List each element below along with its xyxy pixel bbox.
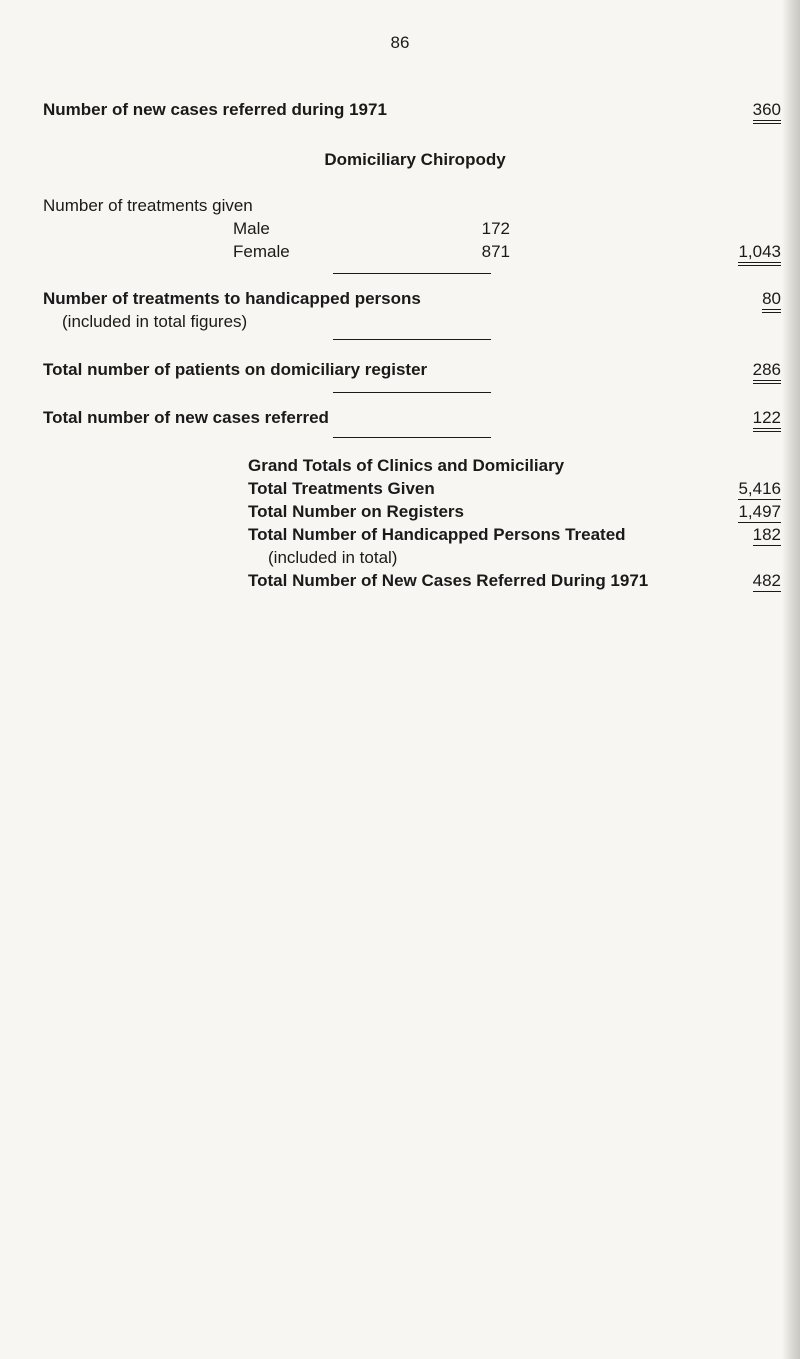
section-divider [333, 437, 491, 438]
treatments-total-cell [700, 242, 781, 262]
section-divider [333, 273, 491, 274]
total-new-cases-label: Total Number of New Cases Referred During 1971 [248, 571, 649, 590]
new-cases-clinics-value-cell [700, 100, 781, 120]
new-cases-clinics-label: Number of new cases referred during 1971 [43, 100, 387, 119]
handicapped-label: Number of treatments to handicapped persons [43, 289, 421, 308]
total-handicapped-note: (included in total) [268, 548, 398, 567]
new-cases-clinics-value: 360 [753, 100, 781, 124]
register-value: 286 [753, 360, 781, 384]
section-divider [333, 392, 491, 393]
page-number: 86 [390, 33, 410, 52]
handicapped-note: (included in total figures) [62, 312, 248, 331]
treatments-given-label: Number of treatments given [43, 196, 253, 215]
section-divider [333, 339, 491, 340]
handicapped-value: 80 [762, 289, 781, 313]
new-cases-domiciliary-cell [700, 408, 781, 428]
total-treatments-label: Total Treatments Given [248, 479, 435, 498]
female-label: Female [233, 242, 290, 261]
domiciliary-heading: Domiciliary Chiropody [324, 150, 506, 169]
register-label: Total number of patients on domiciliary register [43, 360, 428, 379]
total-registers-value: 1,497 [738, 502, 781, 521]
total-handicapped-cell [700, 525, 781, 545]
new-cases-domiciliary-value: 122 [753, 408, 781, 432]
total-registers-cell [700, 502, 781, 522]
handicapped-value-cell [700, 289, 781, 309]
total-handicapped-label: Total Number of Handicapped Persons Treated [248, 525, 626, 544]
grand-totals-heading: Grand Totals of Clinics and Domiciliary [248, 456, 565, 475]
female-value: 871 [481, 242, 510, 261]
register-value-cell [700, 360, 781, 380]
total-handicapped-value: 182 [752, 525, 781, 544]
total-new-cases-cell [700, 571, 781, 591]
total-treatments-value: 5,416 [738, 479, 781, 498]
male-label: Male [233, 219, 270, 238]
total-treatments-cell [700, 479, 781, 499]
new-cases-domiciliary-label: Total number of new cases referred [43, 408, 329, 427]
page-edge-shadow [782, 0, 800, 1359]
treatments-total-value: 1,043 [738, 242, 781, 266]
total-registers-label: Total Number on Registers [248, 502, 464, 521]
male-value: 172 [481, 219, 510, 238]
total-new-cases-value: 482 [752, 571, 781, 590]
